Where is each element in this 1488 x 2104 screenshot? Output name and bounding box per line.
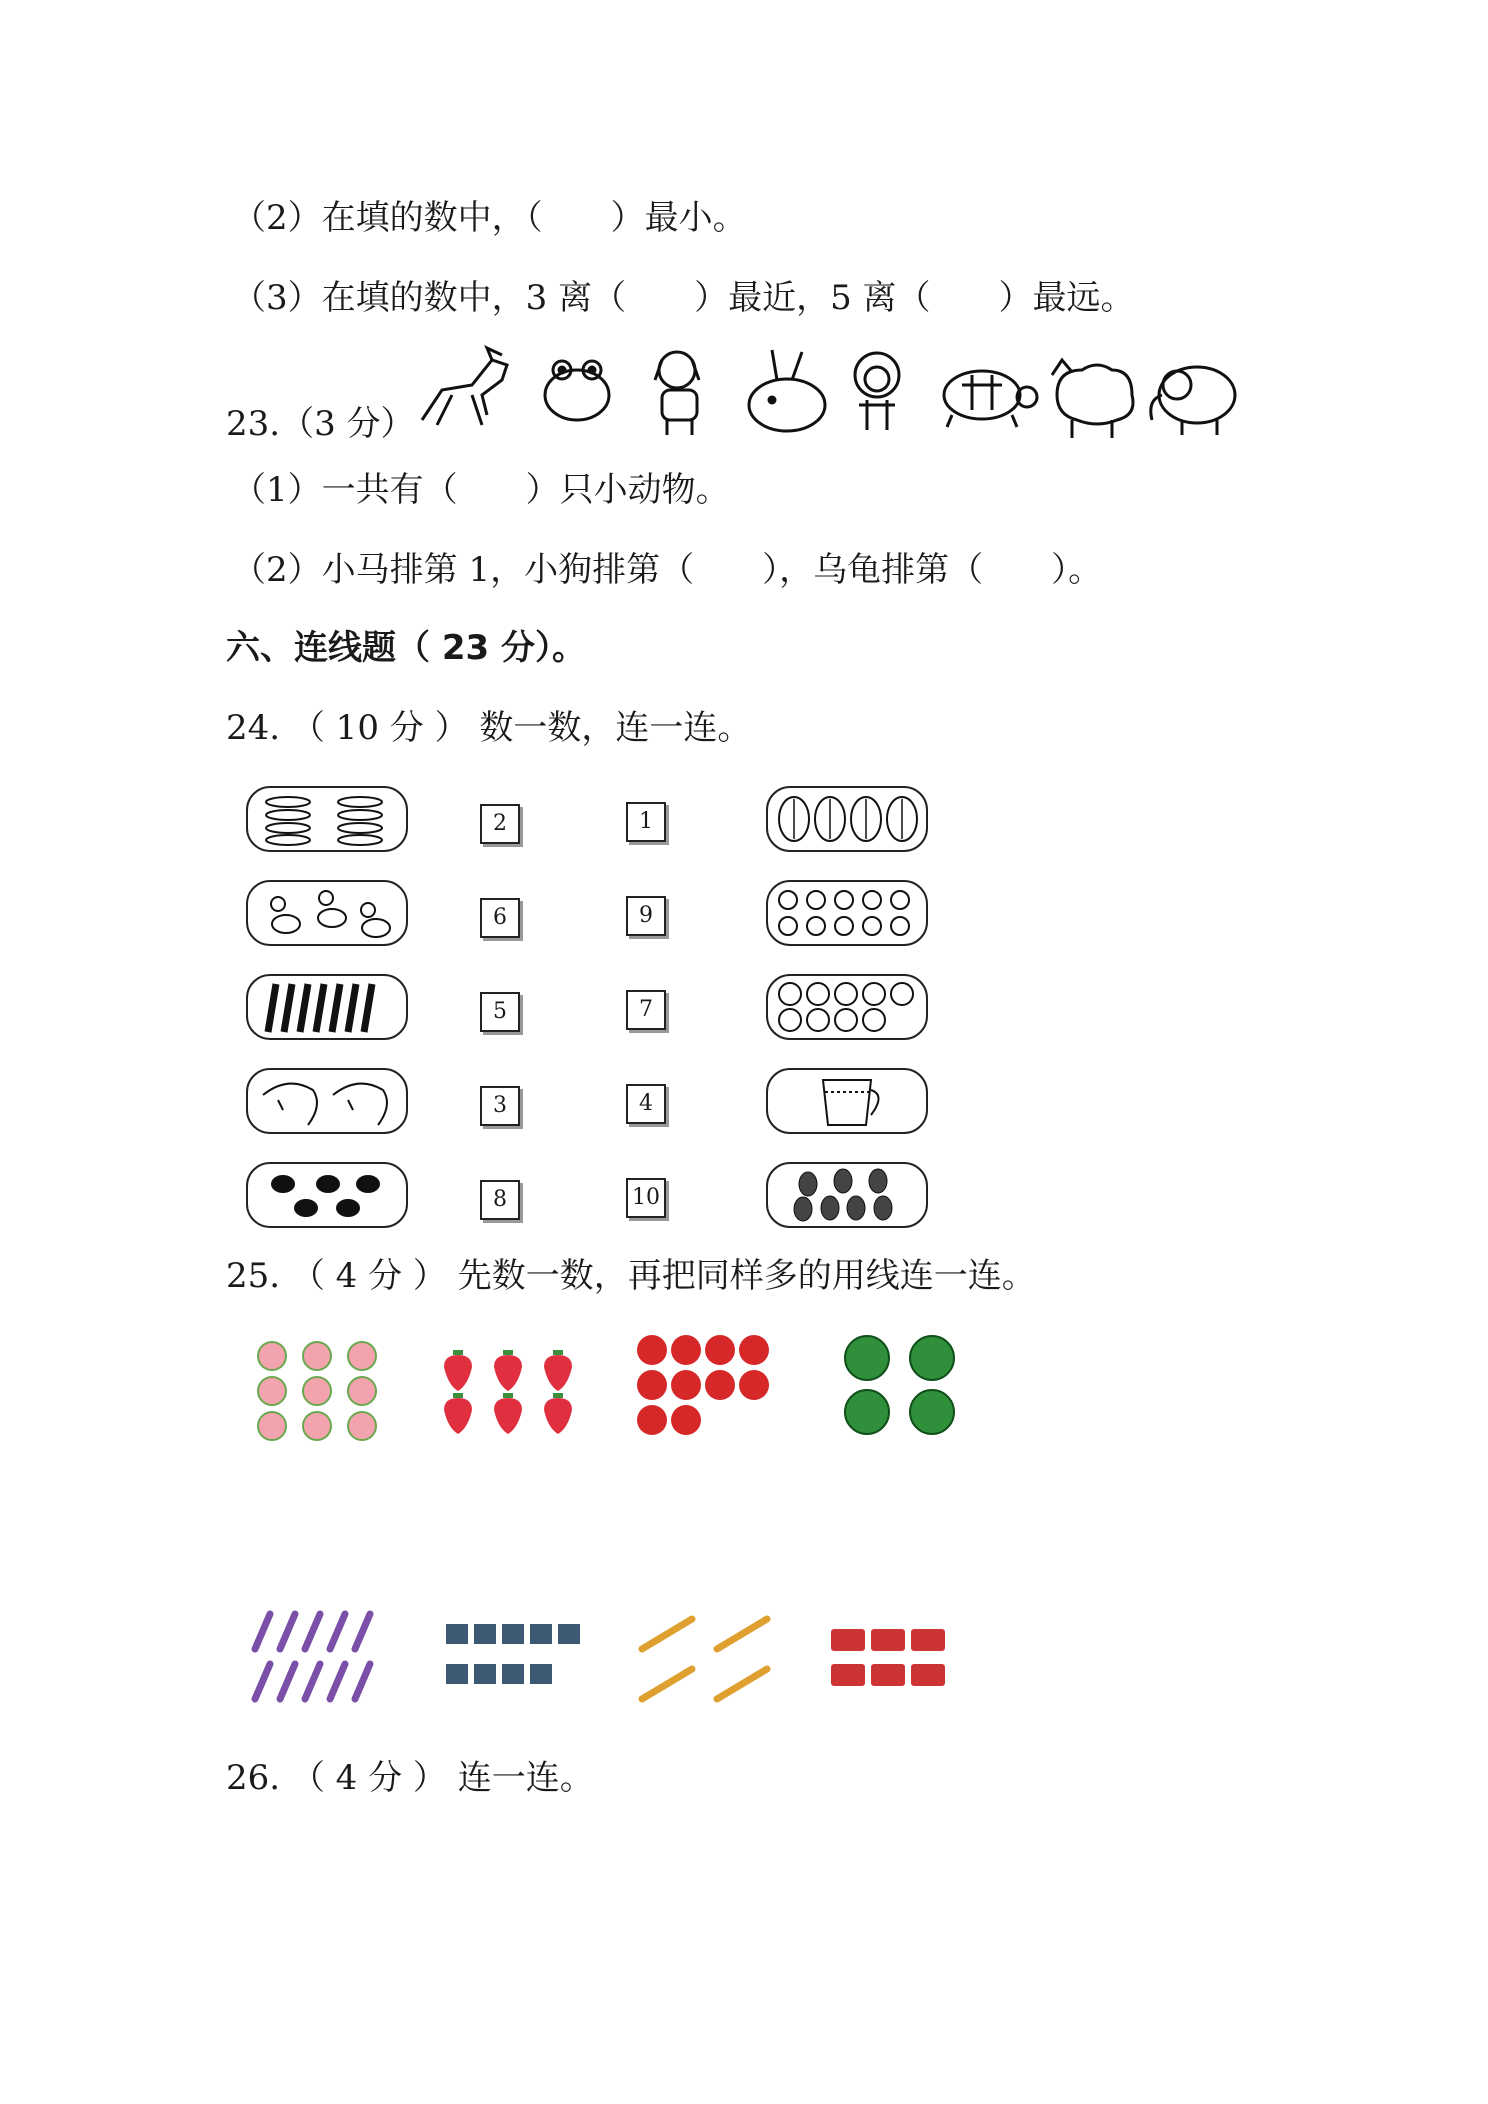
question-25-heading: 25. （ 4 分 ） 先数一数，再把同样多的用线连一连。: [226, 1256, 1036, 1296]
frog-icon: [545, 361, 609, 420]
bird-icon: [271, 1175, 380, 1217]
question-23-part-1: （1）一共有（ ）只小动物。: [232, 470, 730, 510]
elephant-icon: [1151, 367, 1235, 435]
section-6-heading: 六、连线题（ 23 分）。: [226, 628, 586, 668]
watermelon-group[interactable]: [822, 1330, 972, 1445]
pencil-group[interactable]: [240, 1604, 390, 1714]
stick-group[interactable]: [632, 1604, 782, 1714]
tomato-group[interactable]: [630, 1330, 780, 1445]
sharpener-group[interactable]: [826, 1614, 976, 1704]
fish-icon: [338, 797, 382, 845]
pinecone-icon: [794, 1169, 892, 1221]
duck-icon: [318, 891, 346, 927]
number-card[interactable]: 5: [480, 992, 520, 1032]
question-22-part-3: （3）在填的数中，3 离（ ）最近，5 离（ ）最远。: [232, 278, 1135, 318]
question-26-heading: 26. （ 4 分 ） 连一连。: [226, 1758, 594, 1798]
question-23-part-2: （2）小马排第 1，小狗排第（ ），乌龟排第（ ）。: [232, 550, 1103, 590]
pencil-box: [246, 974, 408, 1040]
number-card[interactable]: 7: [626, 990, 666, 1030]
peach-outline-icon: [779, 891, 909, 935]
monkey-icon: [855, 353, 899, 430]
dog-icon: [655, 352, 699, 435]
cabbage-box: [766, 974, 928, 1040]
turtle-icon: [944, 371, 1037, 427]
animal-row: [412, 340, 1242, 440]
question-24-heading: 24. （ 10 分 ） 数一数，连一连。: [226, 708, 752, 748]
dolphin-icon: [333, 1084, 387, 1125]
pinecone-box: [766, 1162, 928, 1228]
duck-icon: [361, 903, 390, 937]
sheep-icon: [1052, 360, 1133, 438]
pencil-icon: [268, 984, 372, 1032]
number-card[interactable]: 8: [480, 1180, 520, 1220]
rabbit-icon: [749, 350, 825, 431]
number-card[interactable]: 4: [626, 1084, 666, 1124]
question-23-heading: 23.（3 分）: [226, 404, 415, 444]
duck-icon: [271, 897, 300, 933]
number-card[interactable]: 6: [480, 898, 520, 938]
book-group[interactable]: [436, 1614, 586, 1704]
number-card[interactable]: 2: [480, 804, 520, 844]
number-card[interactable]: 10: [626, 1178, 666, 1218]
leaf-icon: [779, 983, 913, 1031]
horse-icon: [422, 348, 507, 425]
peach-group[interactable]: [244, 1336, 394, 1446]
dolphin-box: [246, 1068, 408, 1134]
strawberry-group[interactable]: [436, 1340, 586, 1445]
cup-icon: [823, 1080, 879, 1125]
duck-box: [246, 880, 408, 946]
peach-outline-box: [766, 880, 928, 946]
fish-box: [246, 786, 408, 852]
number-card[interactable]: 3: [480, 1086, 520, 1126]
melon-box: [766, 786, 928, 852]
cup-box: [766, 1068, 928, 1134]
dolphin-icon: [263, 1084, 317, 1125]
question-22-part-2: （2）在填的数中，（ ）最小。: [232, 198, 747, 238]
number-card[interactable]: 9: [626, 896, 666, 936]
number-card[interactable]: 1: [626, 802, 666, 842]
fish-icon: [266, 797, 310, 845]
bird-box: [246, 1162, 408, 1228]
